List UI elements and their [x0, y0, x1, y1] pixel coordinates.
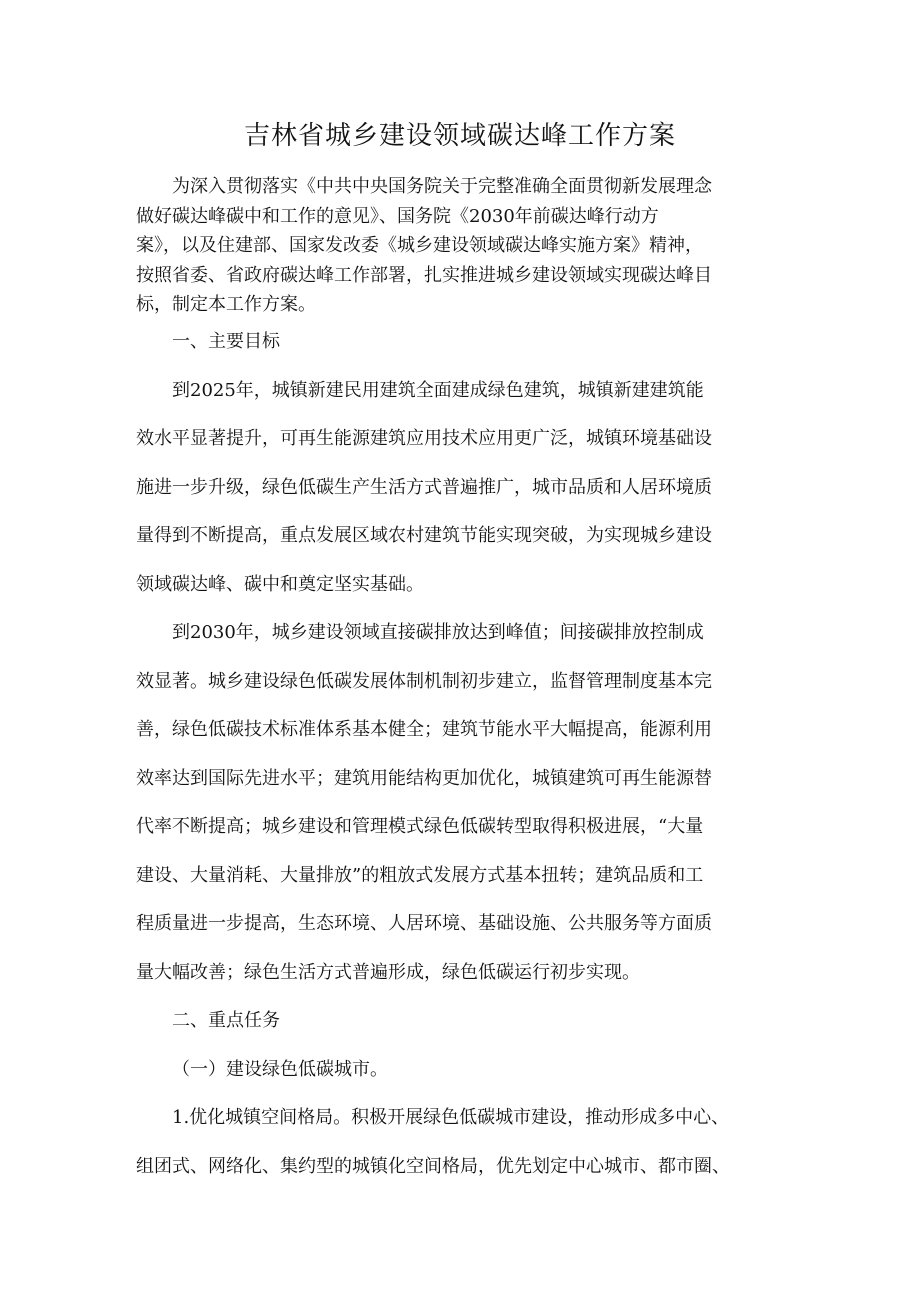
section-heading-main-goals: 一、主要目标	[172, 331, 280, 352]
intro-line: 为深入贯彻落实《中共中央国务院关于完整准确全面贯彻新发展理念	[172, 176, 712, 197]
paragraph-2025-line: 领域碳达峰、碳中和奠定坚实基础。	[136, 573, 424, 595]
paragraph-2030-line: 善，绿色低碳技术标准体系基本健全；建筑节能水平大幅提高，能源利用	[136, 719, 712, 740]
section-heading-key-tasks: 二、重点任务	[172, 1010, 280, 1031]
paragraph-2030-line: 到2030年，城乡建设领域直接碳排放达到峰值；间接碳排放控制成	[172, 622, 704, 643]
paragraph-2030-line: 建设、大量消耗、大量排放”的粗放式发展方式基本扭转；建筑品质和工	[136, 864, 704, 886]
paragraph-2025-line: 到2025年，城镇新建民用建筑全面建成绿色建筑，城镇新建建筑能	[172, 379, 704, 401]
paragraph-2030-line: 程质量进一步提高，生态环境、人居环境、基础设施、公共服务等方面质	[136, 913, 712, 934]
paragraph-2030-line: 效显著。城乡建设绿色低碳发展体制机制初步建立，监督管理制度基本完	[136, 670, 712, 692]
paragraph-2030-line: 代率不断提高；城乡建设和管理模式绿色低碳转型取得积极进展，“大量	[136, 816, 704, 837]
intro-line: 标，制定本工作方案。	[136, 294, 316, 315]
paragraph-2025-line: 效水平显著提升，可再生能源建筑应用技术应用更广泛，城镇环境基础设	[136, 428, 712, 449]
document-title: 吉林省城乡建设领域碳达峰工作方案	[243, 121, 676, 151]
paragraph-2025-line: 量得到不断提高，重点发展区域农村建筑节能实现突破，为实现城乡建设	[136, 525, 712, 546]
item-1-line: 1.优化城镇空间格局。积极开展绿色低碳城市建设，推动形成多中心、	[172, 1107, 730, 1128]
paragraph-2025-line: 施进一步升级，绿色低碳生产生活方式普遍推广，城市品质和人居环境质	[136, 476, 712, 498]
document-body	[136, 318, 796, 1191]
intro-line: 案》，以及住建部、国家发改委《城乡建设领域碳达峰实施方案》精神，	[136, 235, 703, 256]
paragraph-2030-line: 量大幅改善；绿色生活方式普遍形成，绿色低碳运行初步实现。	[136, 961, 640, 983]
intro-line: 做好碳达峰碳中和工作的意见》、国务院《2030年前碳达峰行动方	[136, 205, 659, 227]
subsection-heading-green-city: （一）建设绿色低碳城市。	[172, 1058, 388, 1080]
intro-paragraph	[136, 172, 796, 320]
intro-line: 按照省委、省政府碳达峰工作部署，扎实推进城乡建设领域实现碳达峰目	[136, 264, 712, 286]
item-1-line: 组团式、网络化、集约型的城镇化空间格局，优先划定中心城市、都市圈、	[136, 1155, 730, 1177]
paragraph-2030-line: 效率达到国际先进水平；建筑用能结构更加优化，城镇建筑可再生能源替	[136, 767, 712, 789]
